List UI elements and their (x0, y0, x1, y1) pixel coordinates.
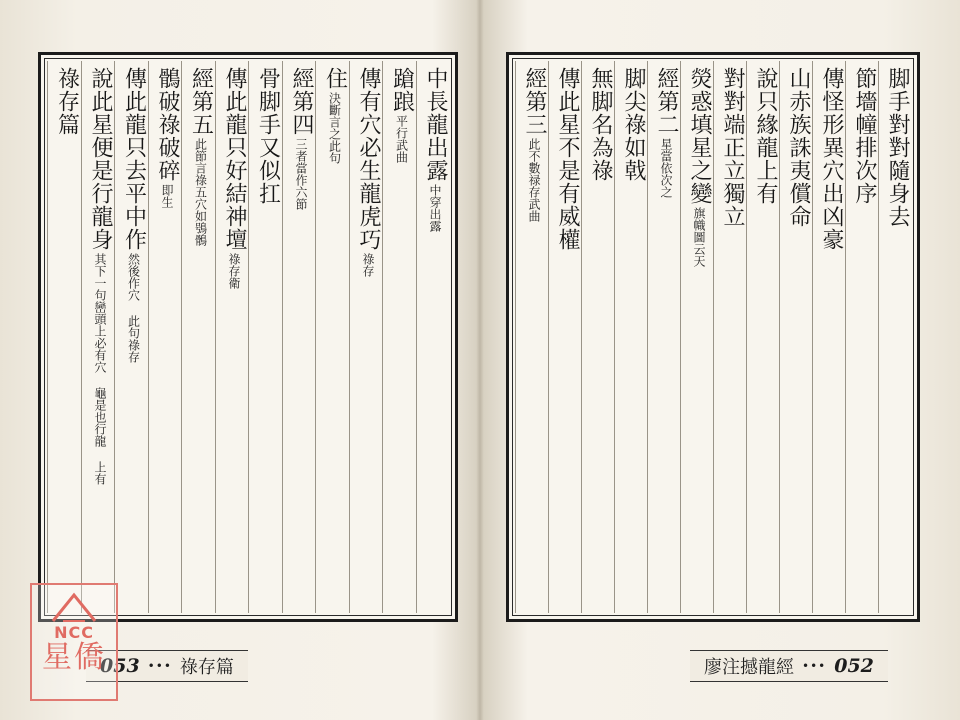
column-main-text: 經第三 (522, 67, 547, 136)
left-text-column (282, 61, 316, 613)
column-annotation: 祿存 (361, 253, 375, 277)
column-main-text: 脚手對對隨身去 (885, 67, 910, 228)
column-main-text: 山赤族誅夷償命 (786, 67, 811, 228)
right-text-column (779, 61, 812, 613)
right-text-column (812, 61, 845, 613)
left-page-number: 053 (100, 655, 140, 677)
column-main-text: 對對端正立獨立 (720, 67, 745, 228)
column-main-text: 無脚名為祿 (588, 67, 613, 182)
right-footer-dots: ••• (802, 659, 827, 673)
right-text-column (581, 61, 614, 613)
column-annotation: 三者當作六節 (294, 138, 308, 210)
right-text-column (515, 61, 548, 613)
column-main-text: 骨脚手又似扛 (255, 67, 281, 205)
column-main-text: 熒惑填星之變 (687, 67, 712, 205)
column-main-text: 鶻破祿破碎 (155, 67, 180, 182)
left-page-frame (38, 52, 458, 622)
left-chapter-title: 祿存篇 (179, 657, 234, 678)
left-text-column (382, 61, 416, 613)
column-annotation: 其下一句巒頭上必有穴 龜是也行龍 上有 (93, 253, 107, 485)
left-text-column (148, 61, 182, 613)
right-text-column (878, 61, 911, 613)
column-main-text: 傳此星不是有威權 (555, 67, 580, 251)
left-text-column (114, 61, 148, 613)
column-annotation: 祿存衛 (227, 253, 241, 289)
left-text-column (416, 61, 450, 613)
right-text-column (680, 61, 713, 613)
right-text-column (746, 61, 779, 613)
column-main-text: 傳此龍只好結神壇 (222, 67, 247, 251)
right-text-columns (515, 61, 911, 613)
column-main-text: 說此星便是行龍身 (88, 67, 113, 251)
right-page-footer (690, 650, 888, 682)
column-annotation: 旗幟圖云天 (692, 207, 706, 267)
column-annotation: 此節言祿五穴如鴞鶻 (193, 138, 208, 246)
left-text-column (47, 61, 81, 613)
column-annotation: 然後作穴 此句祿存 (126, 253, 141, 363)
column-main-text: 傳有穴必生龍虎巧 (356, 67, 381, 251)
right-text-column (647, 61, 680, 613)
column-main-text: 經第五 (188, 67, 214, 136)
column-main-text: 傳怪形異穴出凶豪 (819, 67, 844, 251)
roof-logo-icon (49, 591, 99, 625)
right-page-number: 052 (834, 655, 874, 677)
right-text-column (845, 61, 878, 613)
column-main-text: 脚尖祿如戟 (621, 67, 646, 182)
column-annotation: 即生 (160, 184, 174, 208)
column-annotation: 此不數禄存武曲 (527, 138, 541, 222)
left-text-column (215, 61, 249, 613)
right-page-frame (506, 52, 920, 622)
column-main-text: 蹌踉 (389, 67, 415, 113)
right-text-column (548, 61, 581, 613)
watermark-stamp (30, 583, 118, 701)
right-text-column (713, 61, 746, 613)
column-main-text: 節墻幢排次序 (852, 67, 877, 205)
left-text-column (315, 61, 349, 613)
column-annotation: 決斷言之此句 (327, 92, 342, 164)
column-annotation: 星當依次之 (659, 138, 673, 198)
left-text-column (181, 61, 215, 613)
stamp-latin-text: NCC (54, 623, 94, 642)
column-main-text: 祿存篇 (54, 67, 80, 136)
stamp-hanzi-text: 星僑 (42, 640, 106, 675)
column-main-text: 中長龍出露 (423, 67, 448, 182)
right-page (480, 0, 960, 720)
right-text-column (614, 61, 647, 613)
column-main-text: 說只緣龍上有 (753, 67, 778, 205)
column-main-text: 經第二 (654, 67, 679, 136)
left-text-columns (47, 61, 449, 613)
right-book-title: 廖注撼龍經 (704, 657, 794, 678)
column-main-text: 傳此龍只去平中作 (121, 67, 147, 251)
left-text-column (349, 61, 383, 613)
left-footer-dots: ••• (147, 659, 172, 673)
column-annotation: 平行武曲 (394, 115, 409, 163)
column-main-text: 經第四 (289, 67, 314, 136)
column-annotation: 中穿出露 (428, 184, 442, 232)
column-main-text: 住 (322, 67, 348, 90)
left-text-column (81, 61, 115, 613)
left-text-column (248, 61, 282, 613)
